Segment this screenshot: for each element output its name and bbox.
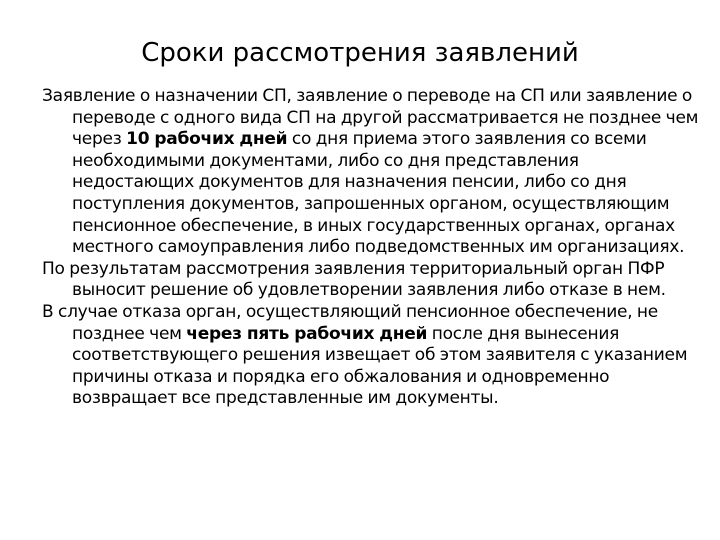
- highlight-ten-working-days: 10 рабочих дней: [126, 129, 288, 150]
- slide-title: Сроки рассмотрения заявлений: [141, 38, 579, 68]
- paragraph-decision: [42, 259, 702, 302]
- paragraph-text: Заявление о назначении СП, заявление о переводе на СП или заявление о переводе с одного вида СП на другой рассматривается не позднее чем через: [42, 86, 699, 150]
- paragraph-application-review: [42, 86, 702, 259]
- paragraph-text: В случае отказа орган, осуществляющий пенсионное обеспечение, не позднее чем: [42, 301, 658, 344]
- slide-body: [42, 86, 702, 410]
- paragraph-text: По результатам рассмотрения заявления территориальный орган ПФР выносит решение об удовлетворении заявления либо отказе в нем.: [42, 258, 666, 301]
- paragraph-text: после дня вынесения соответствующего решения извещает об этом заявителя с указанием причины отказа и порядка его обжалования и одновременно возвращает все представленные им документы.: [72, 323, 688, 409]
- paragraph-refusal: [42, 302, 702, 410]
- highlight-five-working-days: через пять рабочих дней: [186, 323, 428, 344]
- paragraph-text: со дня приема этого заявления со всеми необходимыми документами, либо со дня представления недостающих документов для назначения пенсии, либо со дня поступления документов, запрошенных органом, осуществляющим пенсионное обеспечение, в иных государственных органах, органах местного самоуправления либо подведомственных им организациях.: [72, 129, 685, 258]
